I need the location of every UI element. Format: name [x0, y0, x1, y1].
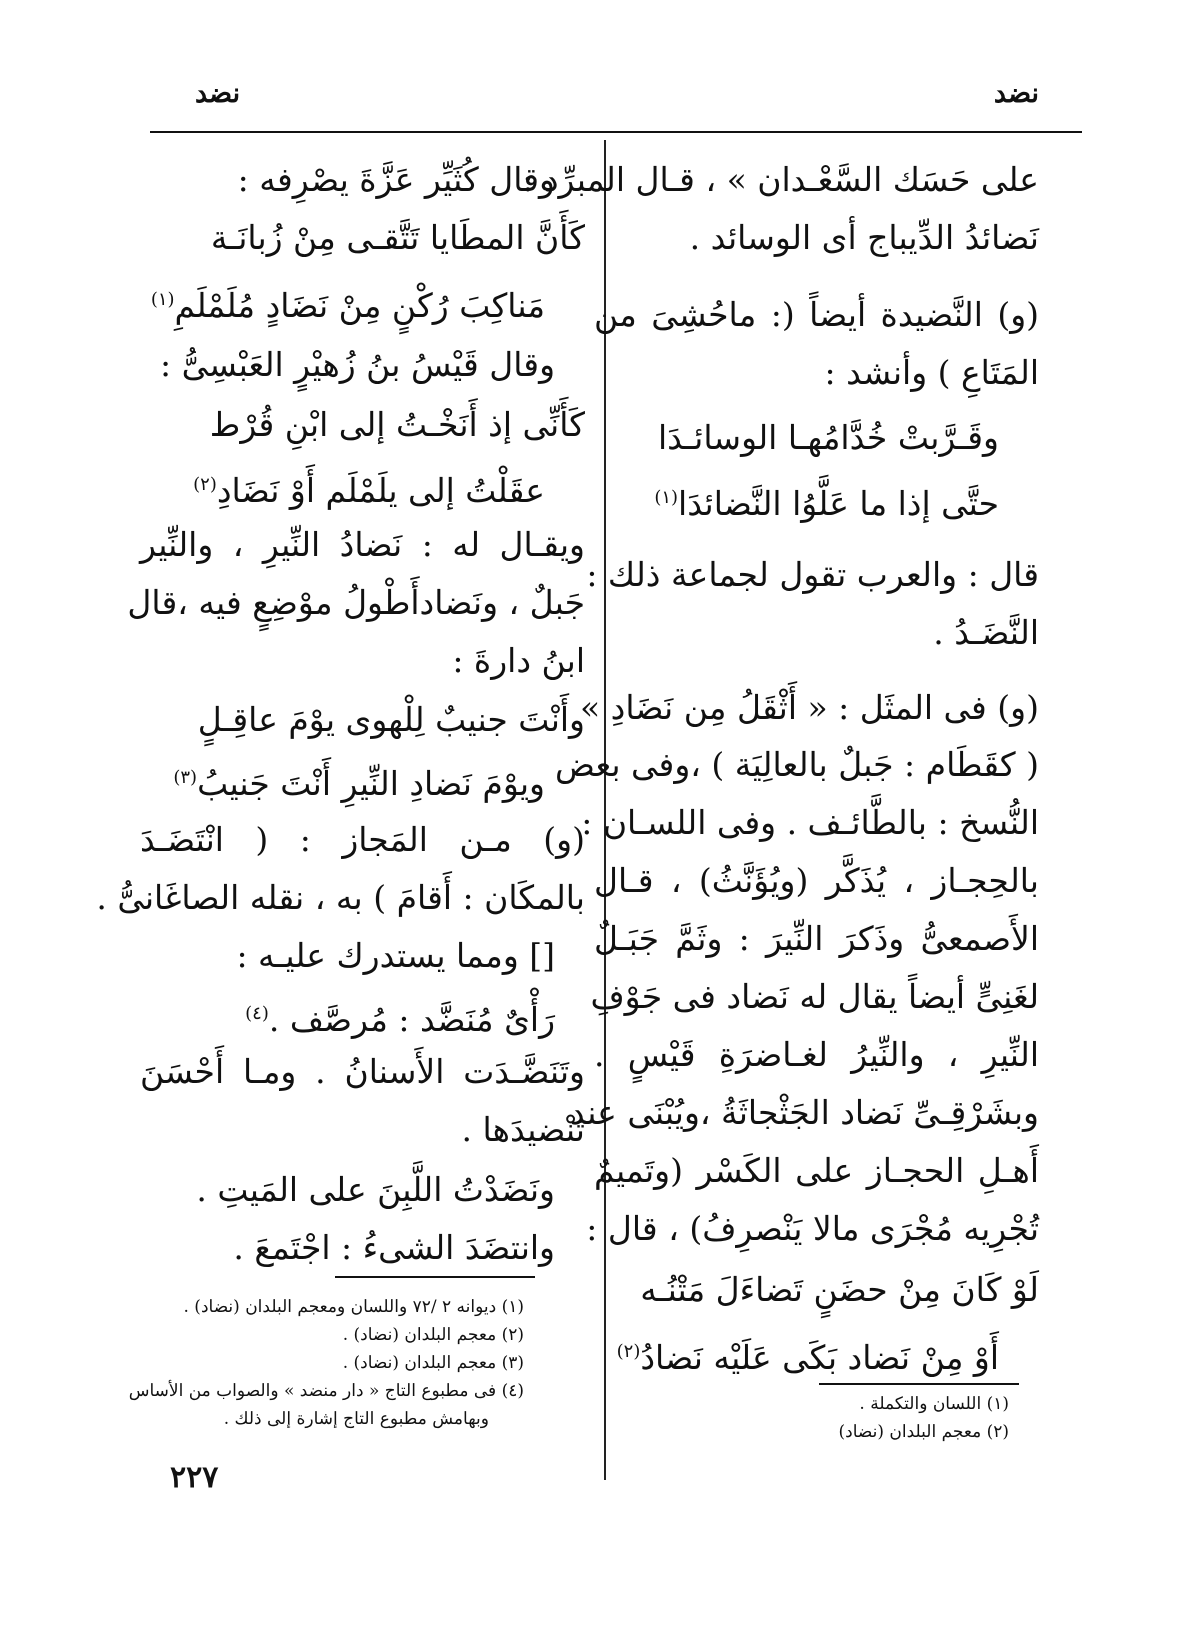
footnote-marker: (٤) — [245, 1003, 269, 1024]
header-rule — [150, 131, 1082, 133]
text-line: ويقـال له : نَضادُ النِّيرِ ، والنِّير — [140, 525, 585, 564]
text-line: وبشَرْقِـىِّ نَضاد الجَثْجاثَةُ ،ويُبْنَى عند — [569, 1093, 1039, 1132]
verse-line: عقَلْتُ إلى يلَمْلَم أَوْ نَضَادِ$^{(٢)}$ — [193, 471, 545, 510]
text-line: ابنُ دارةَ : — [452, 641, 585, 680]
text-line: وتَنَضَّـدَت الأَسنانُ . ومـا أَحْسَنَ — [140, 1052, 585, 1091]
text-line: وقال كُثَيِّر عَزَّةَ يصْرِفه : — [237, 160, 555, 199]
text-line: على حَسَك السَّعْـدان » ، قـال المبرِّد : — [522, 160, 1039, 199]
verse-line: وقَـرَّبتْ خُدَّامُهـا الوسائـدَا — [658, 418, 999, 457]
footnote: (٢) معجم البلدان (نضاد) . — [342, 1325, 524, 1345]
text-line: (و) مـن المَجاز : ( انْتَضَـدَ — [140, 820, 585, 859]
text-line: تُجْرِيه مُجْرَى مالا يَنْصرِفُ) ، قال : — [586, 1209, 1039, 1248]
footnote-marker: (١) — [654, 487, 679, 508]
verse-line: حتَّى إذا ما عَلَّوُا النَّضائدَا$^{(١)}$ — [654, 484, 999, 523]
text-line: جَبلٌ ، ونَضادأَطْولُ موْضِعٍ فيه ،قال — [127, 583, 585, 622]
footnote-rule — [335, 1276, 535, 1278]
footnote-rule — [819, 1383, 1019, 1385]
verse-line: أَوْ مِنْ نَضاد بَكَى عَلَيْه نَضادُ$^{(٢)}$ — [616, 1338, 999, 1377]
footnote: (٢) معجم البلدان (نضاد) — [838, 1422, 1009, 1442]
text-line: بالحِجـاز ، يُذَكَّر (ويُؤَنَّثُ) ، قـال — [594, 861, 1039, 900]
verse-line: مَناكِبَ رُكْنٍ مِنْ نَضَادٍ مُلَمْلَمِ$^{(١)}$ — [150, 286, 545, 325]
text-line: [] ومما يستدرك عليـه : — [236, 936, 555, 975]
text-line: (و) النَّضيدة أيضاً (: ماحُشِىَ من — [594, 295, 1039, 334]
verse-line: كَأَنِّى إذ أَنَخْـتُ إلى ابْنِ قُرْط — [209, 405, 585, 444]
text-line: وقال قَيْسُ بنُ زُهيْرٍ العَبْسِىُّ : — [160, 345, 555, 384]
text-line: النَّضَـدُ . — [933, 613, 1039, 652]
footnote-marker: (١) — [150, 289, 175, 310]
text-line: النُّسخ : بالطَّائـف . وفى اللسـان : — [581, 803, 1039, 842]
footnote-marker: (٢) — [193, 474, 217, 495]
verse-line: ويوْمَ نَضادِ النِّيرِ أَنْتَ جَنيبُ$^{(٣)}$ — [173, 764, 545, 803]
footnote-marker: (٣) — [173, 767, 198, 788]
footnote: (٣) معجم البلدان (نضاد) . — [342, 1353, 524, 1373]
text-line: أَهـلِ الحجـاز على الكَسْر (وتَميمٌ — [594, 1151, 1039, 1190]
footnote-marker: (٢) — [616, 1341, 641, 1362]
text-line: الأَصمعىُّ وذَكرَ النِّيرَ : وثَمَّ جَبَـلٌ — [594, 919, 1039, 958]
text-line: النِّيرِ ، والنِّيرُ لغـاضرَةِ قَيْسٍ . — [594, 1035, 1039, 1074]
text-line: رَأْىٌ مُنَضَّد : مُرصَّف .$^{(٤)}$ — [245, 1000, 555, 1039]
verse-line: لَوْ كَانَ مِنْ حضَنٍ تَضاءَلَ مَتْنُـه — [640, 1270, 1039, 1309]
verse-line: كَأَنَّ المطَايا تَتَّقـى مِنْ زُبانَـة — [210, 218, 585, 257]
running-header-left: نضد — [195, 78, 241, 109]
text-line: بالمكَان : أَقامَ ) به ، نقله الصاغَانىُّ . — [96, 878, 585, 917]
text-line: لغَنِىٍّ أيضاً يقال له نَضاد فى جَوْفِ — [590, 977, 1039, 1016]
text-line: (و) فى المثَل : « أَثْقَلُ مِن نَضَادِ » — [579, 688, 1039, 727]
footnote: (١) اللسان والتكملة . — [859, 1394, 1009, 1414]
text-line: وانتضَدَ الشىءُ : اجْتَمعَ . — [233, 1228, 555, 1267]
page-number: ٢٢٧ — [170, 1460, 219, 1495]
text-line: نَضائدُ الدِّيباج أى الوسائد . — [689, 218, 1039, 257]
footnote: وبهامش مطبوع التاج إشارة إلى ذلك . — [223, 1409, 489, 1429]
footnote: (١) ديوانه ٢ /٧٢ واللسان ومعجم البلدان (نضاد) . — [183, 1297, 524, 1317]
text-line: تَنْضيدَها . — [461, 1110, 585, 1149]
text-line: المَتَاعِ ) وأنشد : — [824, 353, 1039, 392]
text-line: ( كقَطَام : جَبلٌ بالعالِيَة ) ،وفى بعض — [555, 745, 1039, 784]
text-line: قال : والعرب تقول لجماعة ذلك : — [586, 555, 1039, 594]
verse-line: وأَنْتَ جنيبٌ لِلْهوى يوْمَ عاقِـلٍ — [197, 700, 585, 739]
text-line: ونَضَدْتُ اللَّبِنَ على المَيتِ . — [196, 1170, 555, 1209]
footnote: (٤) فى مطبوع التاج « دار منضد » والصواب من الأساس — [128, 1381, 524, 1401]
running-header-right: نضد — [993, 78, 1039, 109]
